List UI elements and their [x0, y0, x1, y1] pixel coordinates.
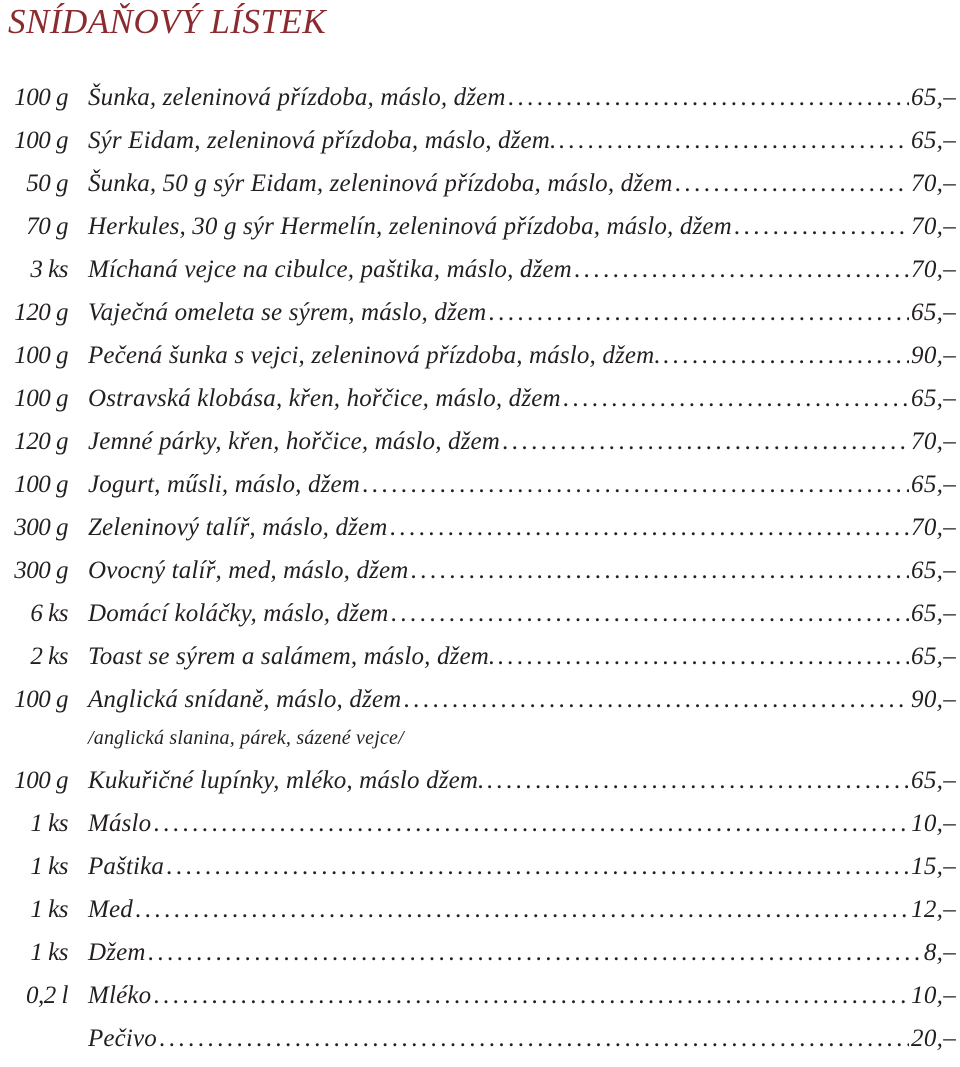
menu-item-price: 70,– — [911, 514, 956, 541]
menu-item-name: Šunka, zeleninová přízdoba, máslo, džem — [88, 84, 506, 111]
dot-leader — [153, 810, 909, 838]
menu-item — [0, 810, 956, 844]
menu-item-name: Šunka, 50 g sýr Eidam, zeleninová přízdoba, máslo, džem — [88, 170, 673, 197]
menu-item-quantity: 1 ks — [30, 853, 68, 880]
menu-item-name: Ovocný talíř, med, máslo, džem — [88, 557, 409, 584]
menu-item-name: Míchaná vejce na cibulce, paštika, máslo, džem — [88, 256, 572, 283]
dot-leader — [391, 600, 910, 628]
menu-item — [0, 896, 956, 930]
menu-item-name: Vaječná omeleta se sýrem, máslo, džem — [88, 299, 487, 326]
menu-item-quantity: 1 ks — [30, 810, 68, 837]
menu-item-name: Mléko — [88, 982, 152, 1009]
dot-leader — [734, 213, 909, 241]
dot-leader — [135, 896, 909, 924]
menu-item-price: 10,– — [911, 982, 956, 1009]
menu-item — [0, 767, 956, 801]
menu-item-name: Herkules, 30 g sýr Hermelín, zeleninová přízdoba, máslo, džem — [88, 213, 732, 240]
dot-leader — [558, 127, 909, 155]
menu-item-quantity: 100 g — [14, 342, 68, 369]
menu-item-name: Pečená šunka s vejci, zeleninová přízdoba, máslo, džem. — [88, 342, 661, 369]
dot-leader — [166, 853, 909, 881]
dot-leader — [488, 299, 909, 327]
menu-item — [0, 514, 956, 548]
menu-item — [0, 256, 956, 290]
menu-item-price: 65,– — [911, 767, 956, 794]
dot-leader — [410, 557, 909, 585]
dot-leader — [675, 170, 909, 198]
menu-item-name: Ostravská klobása, křen, hořčice, máslo, džem — [88, 385, 561, 412]
menu-item — [0, 213, 956, 247]
menu-item-price: 70,– — [911, 428, 956, 455]
menu-item-quantity: 100 g — [14, 767, 68, 794]
menu-item-name: Jemné párky, křen, hořčice, máslo, džem — [88, 428, 500, 455]
menu-item-price: 15,– — [911, 853, 956, 880]
menu-item-quantity: 300 g — [14, 557, 68, 584]
dot-leader — [563, 385, 909, 413]
menu-item-note: /anglická slanina, párek, sázené vejce/ — [88, 727, 404, 749]
menu-item-name: Džem — [88, 939, 146, 966]
menu-item-price: 65,– — [911, 557, 956, 584]
menu-item-quantity: 120 g — [14, 428, 68, 455]
menu-item-price: 10,– — [911, 810, 956, 837]
menu-item-price: 65,– — [911, 84, 956, 111]
menu-item-price: 70,– — [911, 256, 956, 283]
menu-item-name: Pečivo — [88, 1025, 157, 1052]
menu-item-quantity: 1 ks — [30, 939, 68, 966]
menu-item — [0, 127, 956, 161]
dot-leader — [362, 471, 909, 499]
menu-item-price: 65,– — [911, 471, 956, 498]
menu-item-price: 65,– — [911, 600, 956, 627]
menu-item-quantity: 300 g — [14, 514, 68, 541]
dot-leader — [574, 256, 909, 284]
menu-item-quantity: 50 g — [26, 170, 68, 197]
menu-item-quantity: 100 g — [14, 686, 68, 713]
menu-item — [0, 385, 956, 419]
menu-item-price: 20,– — [911, 1025, 956, 1052]
menu-item-quantity: 1 ks — [30, 896, 68, 923]
dot-leader — [148, 939, 922, 967]
menu-item-price: 65,– — [911, 385, 956, 412]
menu-item-name: Jogurt, műsli, máslo, džem — [88, 471, 360, 498]
dot-leader — [497, 643, 909, 671]
menu-item-quantity: 100 g — [14, 127, 68, 154]
menu-item-name: Máslo — [88, 810, 152, 837]
menu-item-quantity: 100 g — [14, 385, 68, 412]
menu-item — [0, 84, 956, 118]
dot-leader — [153, 982, 909, 1010]
menu-item — [0, 643, 956, 677]
menu-item-price: 90,– — [911, 342, 956, 369]
menu-item-name: Paštika — [88, 853, 165, 880]
menu-item-quantity: 70 g — [26, 213, 68, 240]
dot-leader — [389, 514, 909, 542]
menu-item-name: Med — [88, 896, 133, 923]
menu-item — [0, 853, 956, 887]
menu-item-quantity: 2 ks — [30, 643, 68, 670]
dot-leader — [159, 1025, 909, 1053]
menu-title: SNÍDAŇOVÝ LÍSTEK — [8, 2, 327, 41]
menu-item-price: 8,– — [923, 939, 956, 966]
menu-item — [0, 1025, 956, 1059]
dot-leader — [663, 342, 909, 370]
menu-item — [0, 471, 956, 505]
menu-item-quantity: 100 g — [14, 471, 68, 498]
menu-item-price: 70,– — [911, 213, 956, 240]
menu-item-name: Toast se sýrem a salámem, máslo, džem. — [88, 643, 496, 670]
menu-item-quantity: 6 ks — [30, 600, 68, 627]
menu-item-name: Anglická snídaně, máslo, džem — [88, 686, 402, 713]
menu-item — [0, 600, 956, 634]
menu-item-quantity: 0,2 l — [26, 982, 68, 1009]
menu-item-name: Zeleninový talíř, máslo, džem — [88, 514, 388, 541]
menu-item — [0, 939, 956, 973]
dot-leader — [502, 428, 909, 456]
menu-item — [0, 557, 956, 591]
menu-item — [0, 170, 956, 204]
menu-item-quantity: 120 g — [14, 299, 68, 326]
menu-item-price: 12,– — [911, 896, 956, 923]
menu-item-price: 65,– — [911, 299, 956, 326]
menu-item — [0, 982, 956, 1016]
menu-item-price: 90,– — [911, 686, 956, 713]
menu-item-price: 65,– — [911, 127, 956, 154]
menu-item-name: Domácí koláčky, máslo, džem — [88, 600, 389, 627]
dot-leader — [508, 84, 909, 112]
menu-item-price: 65,– — [911, 643, 956, 670]
menu-item-name: Kukuřičné lupínky, mléko, máslo džem. — [88, 767, 485, 794]
dot-leader — [403, 686, 909, 714]
menu-item — [0, 428, 956, 462]
dot-leader — [486, 767, 909, 795]
menu-item-name: Sýr Eidam, zeleninová přízdoba, máslo, džem. — [88, 127, 557, 154]
menu-item-price: 70,– — [911, 170, 956, 197]
menu-item-quantity: 3 ks — [30, 256, 68, 283]
menu-item-quantity: 100 g — [14, 84, 68, 111]
menu-item — [0, 342, 956, 376]
menu-item — [0, 299, 956, 333]
menu-item — [0, 686, 956, 720]
